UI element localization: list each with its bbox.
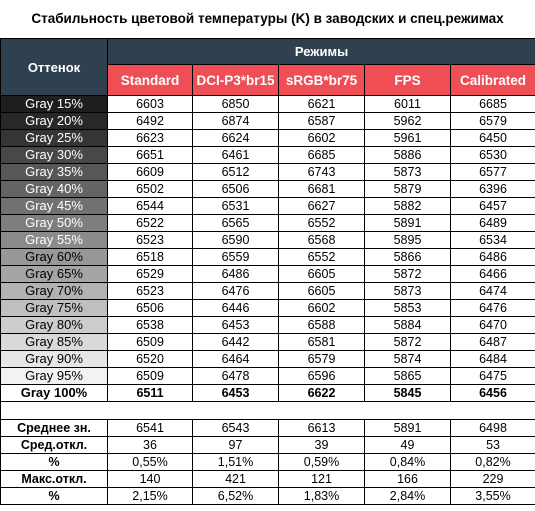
value-cell: 6587: [279, 113, 365, 130]
value-cell: 6622: [279, 385, 365, 402]
value-cell: 6476: [451, 300, 535, 317]
shade-label: Gray 70%: [1, 283, 108, 300]
value-cell: 6506: [108, 300, 193, 317]
stat-value-cell: 49: [365, 437, 451, 454]
modes-group-header: Режимы: [108, 39, 535, 65]
value-cell: 6457: [451, 198, 535, 215]
value-cell: 6487: [451, 334, 535, 351]
value-cell: 6464: [193, 351, 279, 368]
column-header-standard: Standard: [108, 65, 193, 96]
table-row: [1, 368, 535, 385]
shade-label: Gray 55%: [1, 232, 108, 249]
value-cell: 6489: [451, 215, 535, 232]
value-cell: 5962: [365, 113, 451, 130]
table-row: [1, 385, 535, 402]
value-cell: 6518: [108, 249, 193, 266]
shade-label: Gray 20%: [1, 113, 108, 130]
stat-value-cell: 6,52%: [193, 488, 279, 505]
value-cell: 6509: [108, 334, 193, 351]
stat-value-cell: 6543: [193, 420, 279, 437]
table-title: Стабильность цветовой температуры (K) в заводских и спец.режимах: [31, 11, 504, 26]
shade-label: Gray 95%: [1, 368, 108, 385]
stat-row: [1, 454, 535, 471]
color-temperature-table: [0, 38, 535, 505]
value-cell: 6552: [279, 215, 365, 232]
stat-value-cell: 421: [193, 471, 279, 488]
value-cell: 5872: [365, 334, 451, 351]
shade-label: Gray 85%: [1, 334, 108, 351]
value-cell: 6627: [279, 198, 365, 215]
value-cell: 6565: [193, 215, 279, 232]
value-cell: 5886: [365, 147, 451, 164]
value-cell: 6609: [108, 164, 193, 181]
value-cell: 5884: [365, 317, 451, 334]
value-cell: 6446: [193, 300, 279, 317]
shade-label: Gray 45%: [1, 198, 108, 215]
stat-value-cell: 0,55%: [108, 454, 193, 471]
value-cell: 6568: [279, 232, 365, 249]
column-header-srgb: sRGB*br75: [279, 65, 365, 96]
table-row: [1, 96, 535, 113]
value-cell: 6506: [193, 181, 279, 198]
stat-value-cell: 97: [193, 437, 279, 454]
table-row: [1, 130, 535, 147]
stat-label: %: [1, 488, 108, 505]
value-cell: 6502: [108, 181, 193, 198]
stat-value-cell: 3,55%: [451, 488, 535, 505]
stat-value-cell: 229: [451, 471, 535, 488]
value-cell: 6486: [193, 266, 279, 283]
value-cell: 6623: [108, 130, 193, 147]
column-header-fps: FPS: [365, 65, 451, 96]
stat-row: [1, 471, 535, 488]
value-cell: 6850: [193, 96, 279, 113]
value-cell: 6577: [451, 164, 535, 181]
stat-label: Среднее зн.: [1, 420, 108, 437]
value-cell: 6624: [193, 130, 279, 147]
value-cell: 6590: [193, 232, 279, 249]
value-cell: 6470: [451, 317, 535, 334]
value-cell: 6544: [108, 198, 193, 215]
stat-value-cell: 140: [108, 471, 193, 488]
value-cell: 6456: [451, 385, 535, 402]
table-row: [1, 334, 535, 351]
table-row: [1, 181, 535, 198]
value-cell: 6484: [451, 351, 535, 368]
value-cell: 6522: [108, 215, 193, 232]
stat-row: [1, 420, 535, 437]
value-cell: 6685: [279, 147, 365, 164]
value-cell: 5879: [365, 181, 451, 198]
value-cell: 6530: [451, 147, 535, 164]
value-cell: 6559: [193, 249, 279, 266]
stat-value-cell: 39: [279, 437, 365, 454]
stat-value-cell: 121: [279, 471, 365, 488]
stat-value-cell: 36: [108, 437, 193, 454]
value-cell: 6605: [279, 283, 365, 300]
value-cell: 6596: [279, 368, 365, 385]
value-cell: 6579: [279, 351, 365, 368]
value-cell: 6442: [193, 334, 279, 351]
stat-label: Сред.откл.: [1, 437, 108, 454]
stat-value-cell: 1,51%: [193, 454, 279, 471]
value-cell: 6450: [451, 130, 535, 147]
value-cell: 6743: [279, 164, 365, 181]
value-cell: 5853: [365, 300, 451, 317]
value-cell: 6011: [365, 96, 451, 113]
shade-label: Gray 40%: [1, 181, 108, 198]
stat-row: [1, 437, 535, 454]
shade-label: Gray 50%: [1, 215, 108, 232]
value-cell: 5872: [365, 266, 451, 283]
spacer-cell: [1, 402, 535, 420]
stat-label: %: [1, 454, 108, 471]
shade-label: Gray 65%: [1, 266, 108, 283]
table-row: [1, 249, 535, 266]
shade-label: Gray 100%: [1, 385, 108, 402]
stat-value-cell: 2,84%: [365, 488, 451, 505]
value-cell: 6492: [108, 113, 193, 130]
stat-value-cell: 0,82%: [451, 454, 535, 471]
shade-label: Gray 75%: [1, 300, 108, 317]
table-row: [1, 147, 535, 164]
value-cell: 5866: [365, 249, 451, 266]
table-row: [1, 164, 535, 181]
value-cell: 6602: [279, 300, 365, 317]
value-cell: 6602: [279, 130, 365, 147]
value-cell: 6466: [451, 266, 535, 283]
value-cell: 6603: [108, 96, 193, 113]
shade-column-header: Оттенок: [1, 39, 108, 96]
value-cell: 6520: [108, 351, 193, 368]
value-cell: 6486: [451, 249, 535, 266]
value-cell: 6476: [193, 283, 279, 300]
table-row: [1, 232, 535, 249]
value-cell: 6605: [279, 266, 365, 283]
shade-label: Gray 80%: [1, 317, 108, 334]
value-cell: 6453: [193, 317, 279, 334]
value-cell: 6651: [108, 147, 193, 164]
value-cell: 5845: [365, 385, 451, 402]
table-row: [1, 300, 535, 317]
stat-value-cell: 5891: [365, 420, 451, 437]
value-cell: 6396: [451, 181, 535, 198]
stat-value-cell: 6498: [451, 420, 535, 437]
value-cell: 6453: [193, 385, 279, 402]
shade-label: Gray 25%: [1, 130, 108, 147]
value-cell: 6474: [451, 283, 535, 300]
spacer-row: [1, 402, 535, 420]
value-cell: 5874: [365, 351, 451, 368]
table-row: [1, 198, 535, 215]
value-cell: 5961: [365, 130, 451, 147]
value-cell: 6523: [108, 232, 193, 249]
gray-rows: [1, 96, 535, 402]
stat-label: Макс.откл.: [1, 471, 108, 488]
value-cell: 6523: [108, 283, 193, 300]
stat-value-cell: 6613: [279, 420, 365, 437]
shade-label: Gray 60%: [1, 249, 108, 266]
value-cell: 5895: [365, 232, 451, 249]
value-cell: 5865: [365, 368, 451, 385]
stat-value-cell: 2,15%: [108, 488, 193, 505]
column-header-calibrated: Calibrated: [451, 65, 535, 96]
shade-label: Gray 30%: [1, 147, 108, 164]
stat-value-cell: 53: [451, 437, 535, 454]
value-cell: 6685: [451, 96, 535, 113]
value-cell: 6681: [279, 181, 365, 198]
table-row: [1, 283, 535, 300]
stat-value-cell: 6541: [108, 420, 193, 437]
value-cell: 6581: [279, 334, 365, 351]
value-cell: 5873: [365, 283, 451, 300]
stat-value-cell: 1,83%: [279, 488, 365, 505]
stats-rows: [1, 420, 535, 505]
value-cell: 6529: [108, 266, 193, 283]
stat-value-cell: 166: [365, 471, 451, 488]
stat-row: [1, 488, 535, 505]
value-cell: 6621: [279, 96, 365, 113]
value-cell: 6512: [193, 164, 279, 181]
shade-label: Gray 15%: [1, 96, 108, 113]
value-cell: 6478: [193, 368, 279, 385]
value-cell: 6552: [279, 249, 365, 266]
table-row: [1, 351, 535, 368]
value-cell: 6475: [451, 368, 535, 385]
value-cell: 5882: [365, 198, 451, 215]
value-cell: 6511: [108, 385, 193, 402]
table-row: [1, 215, 535, 232]
column-header-dci-p3: DCI-P3*br15: [193, 65, 279, 96]
value-cell: 6461: [193, 147, 279, 164]
value-cell: 6579: [451, 113, 535, 130]
shade-label: Gray 35%: [1, 164, 108, 181]
value-cell: 6588: [279, 317, 365, 334]
table-row: [1, 113, 535, 130]
table-row: [1, 317, 535, 334]
table-row: [1, 266, 535, 283]
value-cell: 6509: [108, 368, 193, 385]
value-cell: 6531: [193, 198, 279, 215]
value-cell: 5891: [365, 215, 451, 232]
value-cell: 5873: [365, 164, 451, 181]
stat-value-cell: 0,84%: [365, 454, 451, 471]
value-cell: 6874: [193, 113, 279, 130]
shade-label: Gray 90%: [1, 351, 108, 368]
value-cell: 6538: [108, 317, 193, 334]
value-cell: 6534: [451, 232, 535, 249]
stat-value-cell: 0,59%: [279, 454, 365, 471]
